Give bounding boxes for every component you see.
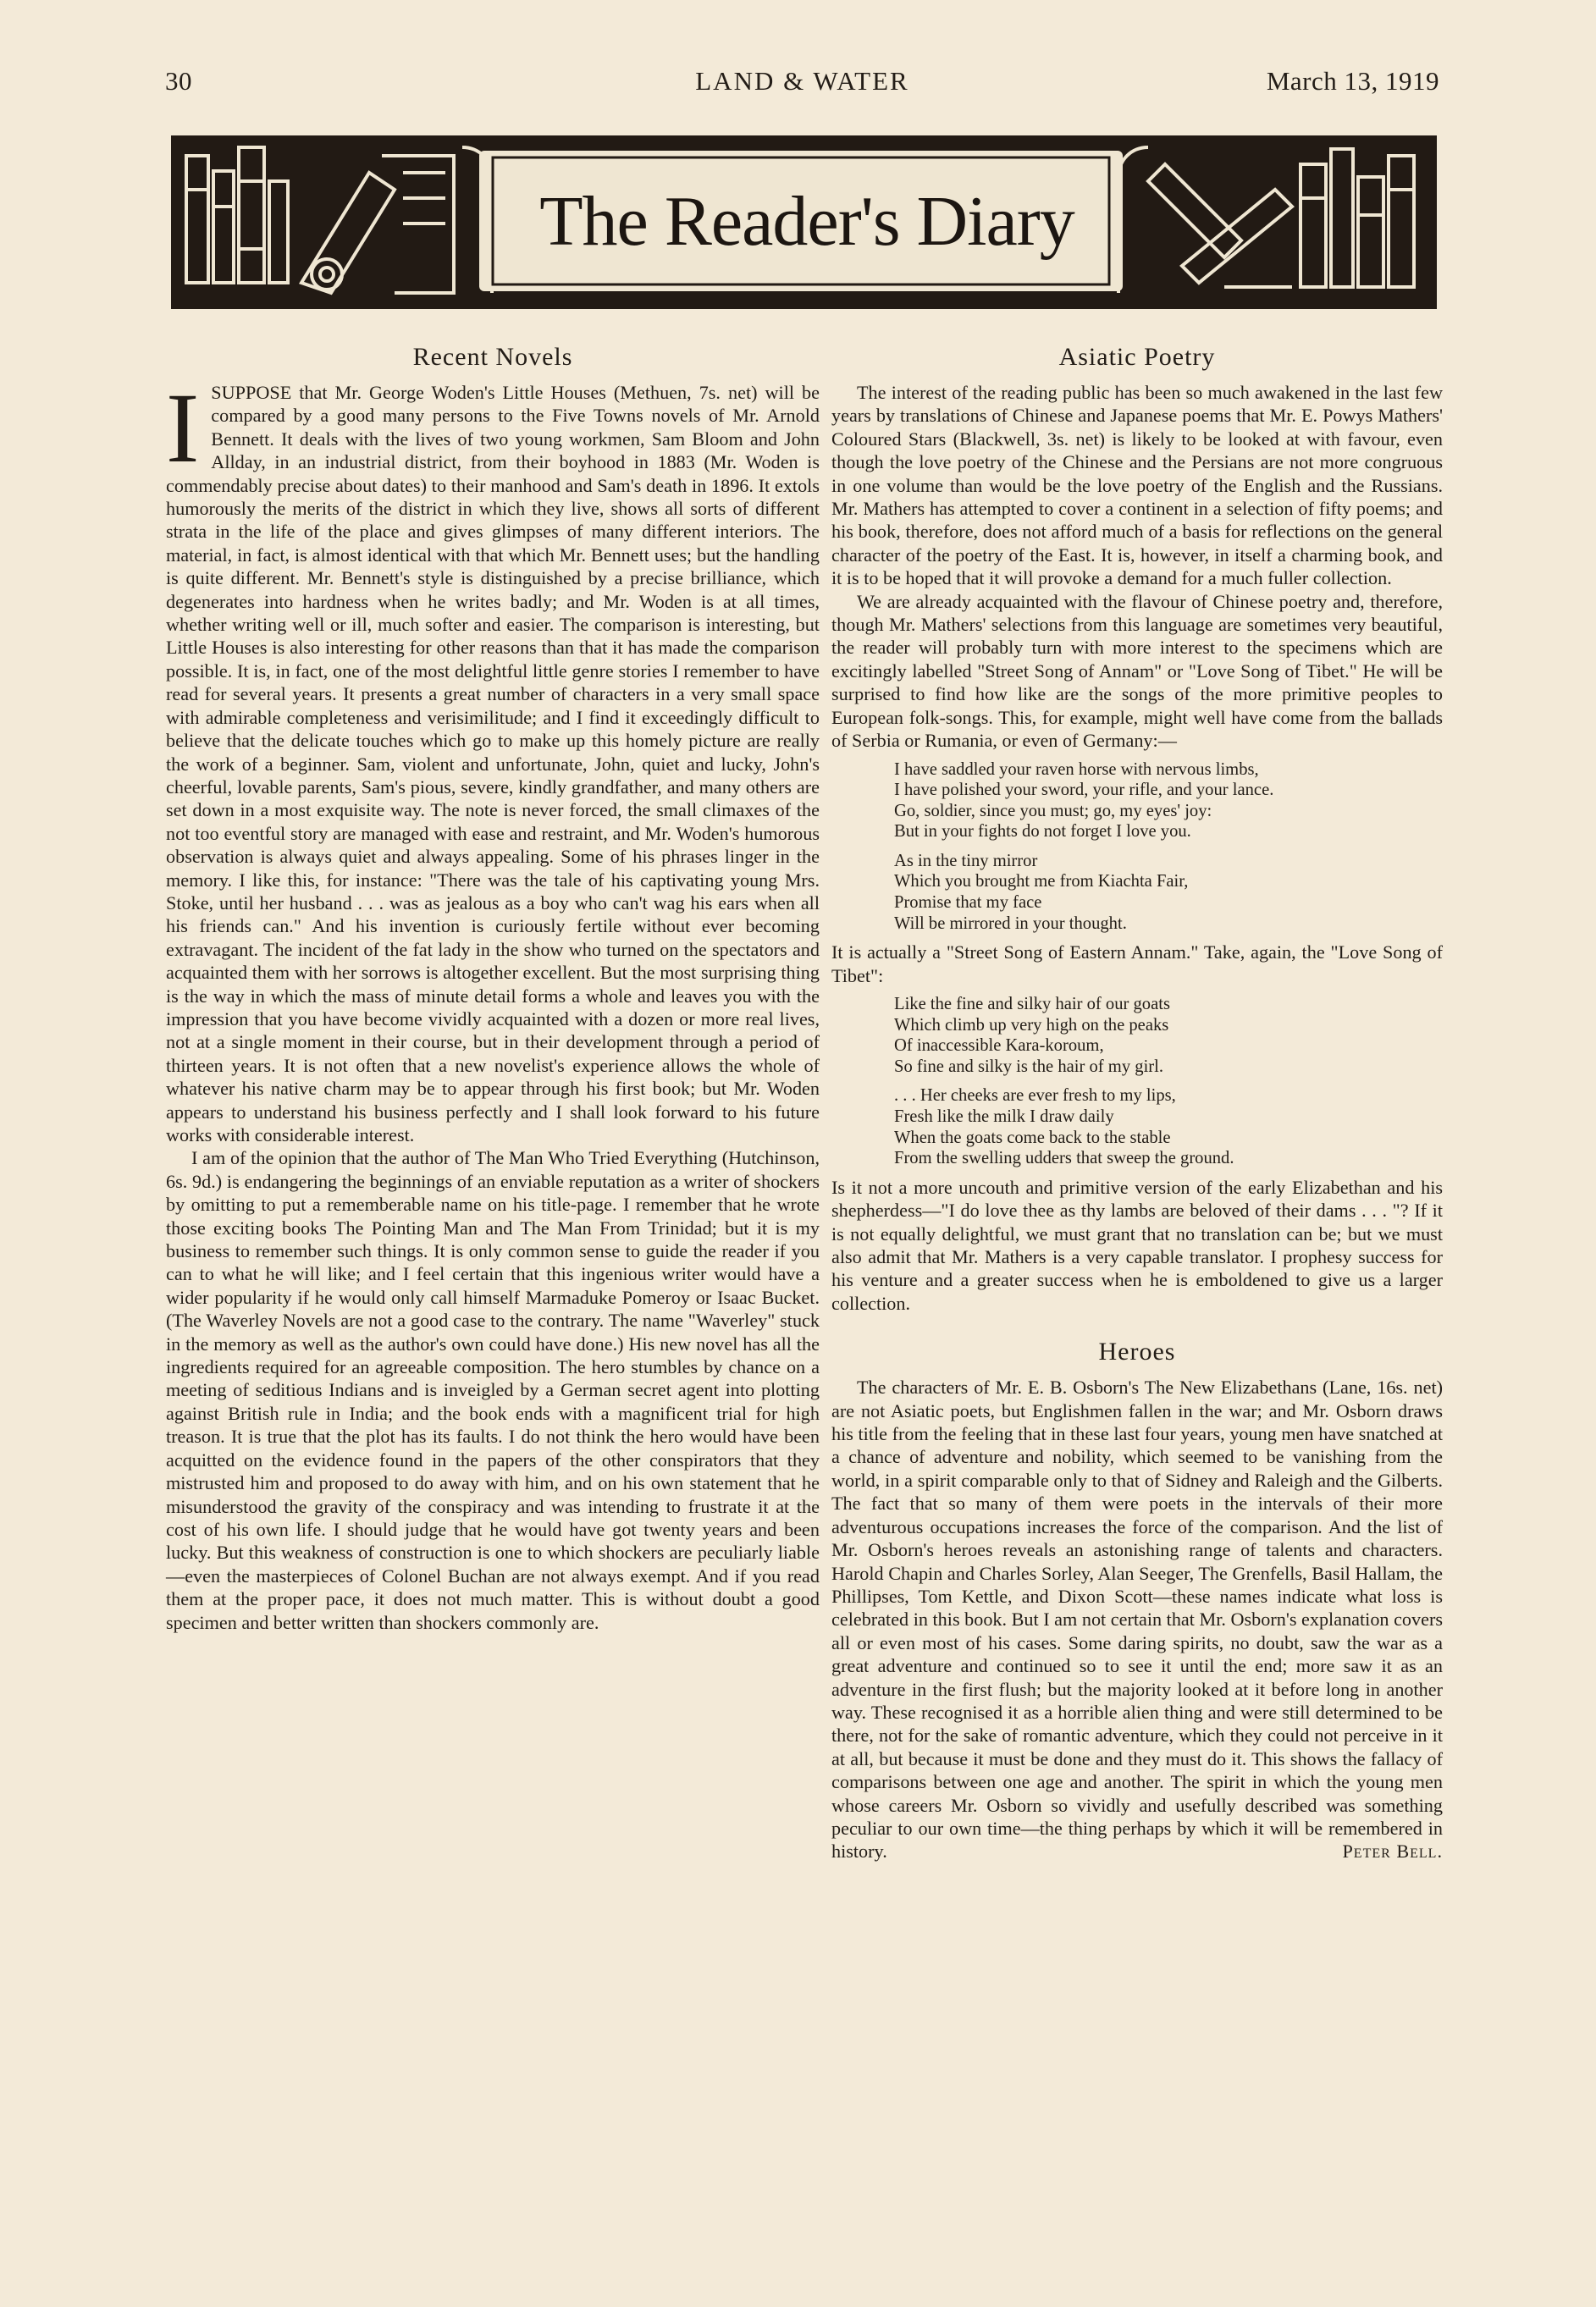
verse-line: I have polished your sword, your rifle, and your lance. bbox=[894, 781, 1274, 800]
heroes-heading: Heroes bbox=[1098, 1338, 1176, 1366]
verse-line: Fresh like the milk I draw daily bbox=[894, 1107, 1114, 1127]
verse-line: Promise that my face bbox=[894, 893, 1042, 913]
verse-line: Of inaccessible Kara-koroum, bbox=[894, 1036, 1104, 1056]
verse-line: From the swelling udders that sweep the ground. bbox=[894, 1149, 1234, 1168]
verse-tibet bbox=[894, 994, 1443, 1169]
recent-novels-paragraph-2: I am of the opinion that the author of The Man Who Tried Everything (Hutchinson, 6s. 9d.) is endangering the beginnings of an enviable reputation as a writer of shockers by omitting to put a rememberable name on his title-page. I remember that he wrote those exciting books The Pointing Man and The Man From Trinidad; but it is my business to remember such things. It is only common sense to guide the reader if you can to what he will like; and I feel certain that this ingenious writer would have a wider popularity if he would only call himself Marmaduke Pomeroy or Isaac Bucket. (The Waverley Novels are not a good case to the contrary. The name "Waverley" stuck in the memory as well as the author's own could have done.) His new novel has all the ingredients required for an agreeable composition. The hero stumbles by chance on a meeting of seditious Indians and is inveigled by a German secret agent into plotting against British rule in India; and the book ends with a magnificent trial for high treason. It is true that the plot has its faults. I do not think the hero would have been acquitted on the evidence found in the papers of the other conspirators that they mistrusted him and proposed to do away with him, and on his own statement that he misunderstood the gravity of the conspiracy and was intending to frustrate it at the cost of his own life. I should judge that he would have got twenty years and been lucky. But this weakness of construction is one to which shockers are peculiarly liable—even the masterpieces of Colonel Buchan are not always exempt. And if you read them at the proper pace, it does not much matter. This is without doubt a good specimen and better written than shockers commonly are. bbox=[166, 1147, 820, 1633]
issue-date: March 13, 1919 bbox=[1266, 66, 1439, 96]
verse-line: Will be mirrored in your thought. bbox=[894, 913, 1127, 933]
verse-line: So fine and silky is the hair of my girl. bbox=[894, 1057, 1164, 1076]
asiatic-poetry-paragraph-1: The interest of the reading public has been so much awakened in the last few years by translations of Chinese and Japanese poems that Mr. E. Powys Mathers' Coloured Stars (Blackwell, 3s. net) is likely to be looked at with favour, even though the love poetry of the Chinese and the Persians are not more congruous in one volume than would be the love poetry of the English and the Russians. Mr. Mathers has attempted to cover a continent in a selection of fifty poems; and his book, therefore, does not afford much of a basis for reflections on the general character of the poetry of the East. It is, however, in itself a charming book, and it is to be hoped that it will provoke a demand for a much fuller collection. bbox=[831, 382, 1443, 589]
page-number: 30 bbox=[165, 66, 192, 96]
verse-line: Like the fine and silky hair of our goats bbox=[894, 995, 1170, 1014]
verse-line: Which you brought me from Kiachta Fair, bbox=[894, 872, 1189, 891]
heroes-paragraph: The characters of Mr. E. B. Osborn's The New Elizabethans (Lane, 16s. net) are not Asiatic poets, but Englishmen fallen in the war; and Mr. Osborn draws his title from the feeling that in these last four years, young men have snatched at a chance of adventure and nobility, which seemed to be vanishing from the world, in a spirit comparable only to that of Sidney and Raleigh and the Gilberts. The fact that so many of them were poets in the intervals of their more adventurous occupations increases the force of the comparison. And the list of Mr. Osborn's heroes reveals an astonishing range of talents and characters. Harold Chapin and Charles Sorley, Alan Seeger, The Grenfells, Basil Hallam, the Phillipses, Tom Kettle, and Dixon Scott—these names indicate what loss is celebrated in this book. But I am not certain that Mr. Osborn's explanation covers all or even most of his cases. Some daring spirits, no doubt, saw the war as a great adventure and continued so to see it until the end; more saw it as an adventure in the first flush; but the majority looked at it before long in another way. These recognised it as a horrible alien thing and were still determined to be there, not for the sake of romantic adventure, which they could not perceive in it at all, but because it must be done and they must do it. This shows the fallacy of comparisons between one age and another. The spirit in which the young men whose careers Mr. Osborn so vividly and usefully described was something peculiar to our own time—the thing perhaps by which it will be remembered in history. Peter Bell. bbox=[831, 1377, 1443, 1863]
verse-line: Which climb up very high on the peaks bbox=[894, 1015, 1169, 1035]
author-signature: Peter Bell. bbox=[1342, 1841, 1443, 1863]
recent-novels-heading: Recent Novels bbox=[412, 343, 573, 371]
asiatic-poetry-paragraph-4: Is it not a more uncouth and primitive version of the early Elizabethan and his shepherdess—"I do love thee as thy lambs are beloved of their dams . . . "? If it is not equally delightful, we must grant that no translation can be; but we must also admit that Mr. Mathers is a very capable translator. I prophesy success for his venture and a greater success when he is emboldened to give us a larger collection. bbox=[831, 1176, 1443, 1314]
verse-line: But in your fights do not forget I love you. bbox=[894, 822, 1191, 842]
verse-line: I have saddled your raven horse with nervous limbs, bbox=[894, 759, 1259, 779]
drop-cap: I bbox=[166, 373, 200, 483]
left-column bbox=[166, 339, 820, 1634]
verse-annam bbox=[894, 759, 1443, 935]
verse-line: As in the tiny mirror bbox=[894, 851, 1038, 870]
verse-line: . . . Her cheeks are ever fresh to my lips, bbox=[894, 1086, 1176, 1106]
recent-novels-paragraph-1: ISUPPOSE that Mr. George Woden's Little Houses (Methuen, 7s. net) will be compared by a good many persons to the Five Towns novels of Mr. Arnold Bennett. It deals with the lives of two young workmen, Sam Bloom and John Allday, in an industrial district, from their boyhood in 1883 (Mr. Woden is commendably precise about dates) to their manhood and Sam's death in 1896. It extols humorously the merits of the district in which they live, shows all sorts of different strata in the life of the place and gives glimpses of many different interiors. The material, in fact, is almost identical with that which Mr. Bennett uses; but the handling is quite different. Mr. Bennett's style is distinguished by a precise brilliance, which degenerates into hardness when he writes badly; and Mr. Woden is at all times, whether writing well or ill, much softer and easier. The comparison is interesting, but Little Houses is also interesting for other reasons than that it has made the comparison possible. It is, in fact, one of the most delightful little genre stories I remember to have read for several years. It presents a great number of characters in a very small space with admirable completeness and verisimilitude; and I find it exceedingly difficult to believe that the delicate touches which go to make up this homely picture are really the work of a beginner. Sam, violent and unfortunate, John, quiet and lucky, John's cheerful, lovable parents, Sam's pious, severe, kindly grandfather, and many others are set down in a most exquisite way. The note is never forced, the small climaxes of the not too eventful story are managed with ease and restraint, and Mr. Woden's humorous observation is always quiet and always appealing. Some of his phrases linger in the memory. I like this, for instance: "There was the tale of his captivating young Mrs. Stoke, until her husband . . . was as jealous as a boy who can't wag his ears when all his friends can." And his invention is curiously fertile without ever becoming extravagant. The incident of the fat lady in the show who turned on the spectators and acquainted them with her sorrows is altogether excellent. But the most surprising thing is the way in which the mass of minute detail forms a whole and leaves you with the impression that you have become vividly acquainted with a dozen or more real lives, not at a single moment in their course, but in their development through a period of thirteen years. It is not often that a new novelist's experience allows the whole of whatever his native charm may be to appear through his first book; but Mr. Woden appears to understand his business perfectly and I shall look forward to his future works with considerable interest. bbox=[166, 373, 820, 1145]
readers-diary-banner bbox=[171, 135, 1437, 309]
magazine-name: LAND & WATER bbox=[695, 66, 909, 96]
asiatic-poetry-paragraph-3: It is actually a "Street Song of Eastern Annam." Take, again, the "Love Song of Tibet": bbox=[831, 941, 1443, 986]
asiatic-poetry-heading: Asiatic Poetry bbox=[1058, 343, 1216, 371]
verse-line: When the goats come back to the stable bbox=[894, 1128, 1171, 1147]
asiatic-poetry-paragraph-2: We are already acquainted with the flavour of Chinese poetry and, therefore, though Mr. Mathers' selections from this language are sometimes very beautiful, the reader will probably turn with more interest to the specimens which are excitingly labelled "Street Song of Annam" or "Love Song of Tibet." He will be surprised to find how like are the songs of the more primitive peoples to European folk-songs. This, for example, might well have come from the ballads of Serbia or Rumania, or even of Germany:— bbox=[831, 590, 1443, 752]
verse-line: Go, soldier, since you must; go, my eyes' joy: bbox=[894, 801, 1212, 820]
right-column bbox=[831, 339, 1443, 1863]
running-head bbox=[165, 66, 1439, 100]
section-title: The Reader's Diary bbox=[539, 181, 1074, 261]
